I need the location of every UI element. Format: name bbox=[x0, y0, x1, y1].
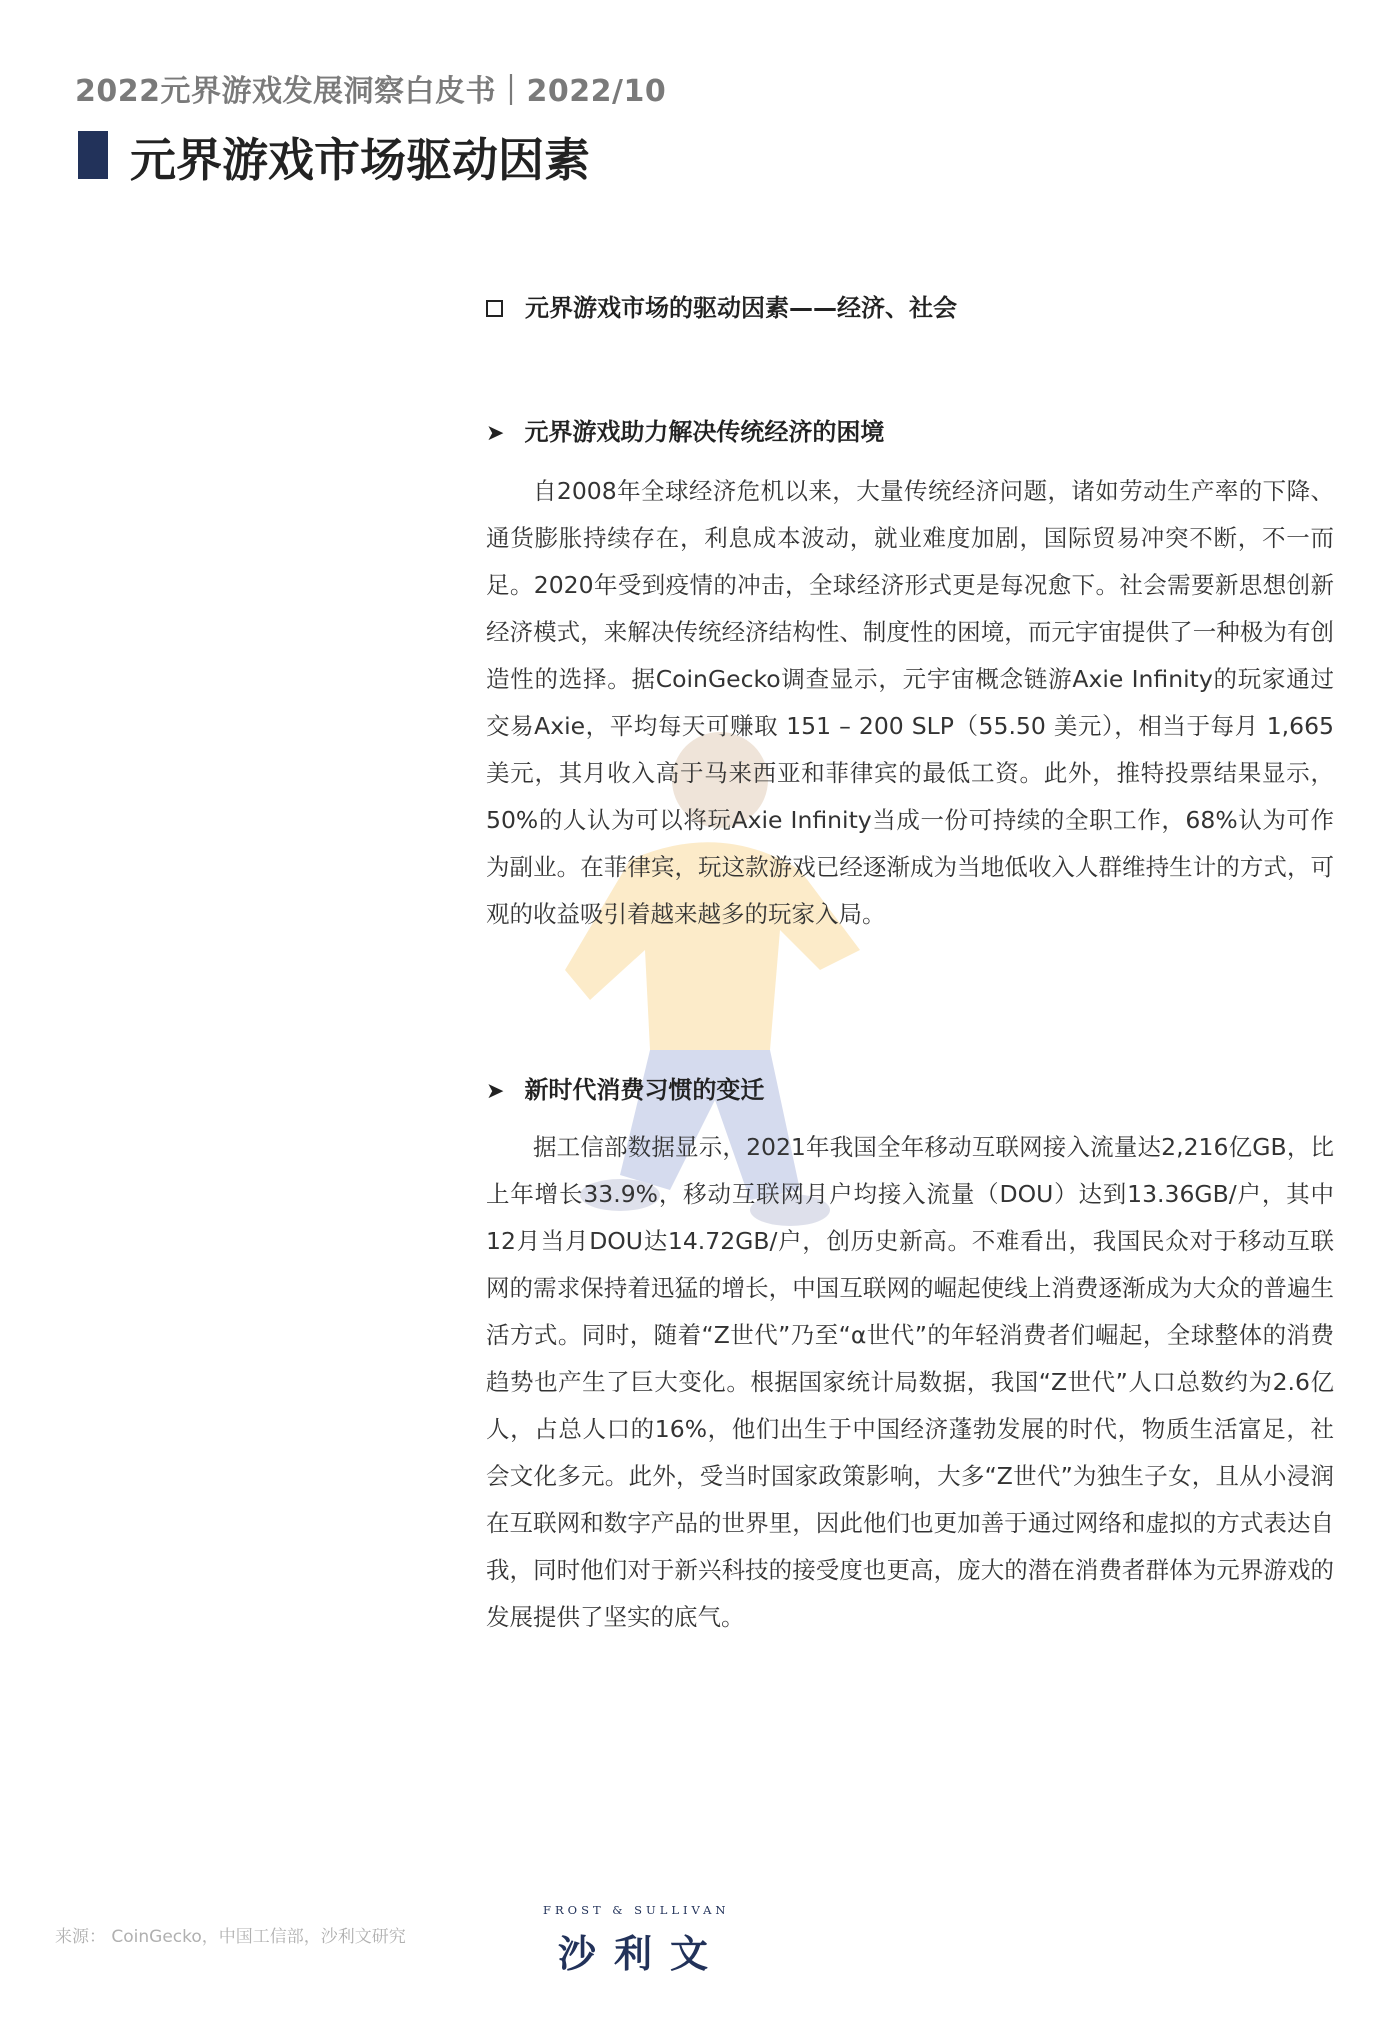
subheading-consumption bbox=[486, 1070, 764, 1105]
paragraph-economy: 自2008年全球经济危机以来，大量传统经济问题，诸如劳动生产率的下降、通货膨胀持续存在，利息成本波动，就业难度加剧，国际贸易冲突不断，不一而足。2020年受到疫情的冲击，全球经济形式更是每况愈下。社会需要新思想创新经济模式，来解决传统经济结构性、制度性的困境，而元宇宙提供了一种极为有创造性的选择。据CoinGecko调查显示，元宇宙概念链游Axie Infinity的玩家通过交易Axie，平均每天可赚取 151 – 200 SLP（55.50 美元），相当于每月 1,665 美元，其月收入高于马来西亚和菲律宾的最低工资。此外，推特投票结果显示，50%的人认为可以将玩Axie Infinity当成一份可持续的全职工作，68%认为可作为副业。在菲律宾，玩这款游戏已经逐渐成为当地低收入人群维持生计的方式，可观的收益吸引着越来越多的玩家入局。 bbox=[486, 477, 1334, 928]
frost-sullivan-logo bbox=[540, 1903, 740, 1976]
title-accent-bar bbox=[78, 131, 108, 179]
subheading-consumption-text: 新时代消费习惯的变迁 bbox=[524, 1076, 765, 1104]
paragraph-consumption: 据工信部数据显示，2021年我国全年移动互联网接入流量达2,216亿GB，比上年增长33.9%，移动互联网月户均接入流量（DOU）达到13.36GB/户，其中12月当月DOU达14.72GB/户，创历史新高。不难看出，我国民众对于移动互联网的需求保持着迅猛的增长，中国互联网的崛起使线上消费逐渐成为大众的普遍生活方式。同时，随着“Z世代”乃至“α世代”的年轻消费者们崛起，全球整体的消费趋势也产生了巨大变化。根据国家统计局数据，我国“Z世代”人口总数约为2.6亿人，占总人口的16%，他们出生于中国经济蓬勃发展的时代，物质生活富足，社会文化多元。此外，受当时国家政策影响，大多“Z世代”为独生子女，且从小浸润在互联网和数字产品的世界里，因此他们也更加善于通过网络和虚拟的方式表达自我，同时他们对于新兴科技的接受度也更高，庞大的潜在消费者群体为元界游戏的发展提供了坚实的底气。 bbox=[486, 1133, 1334, 1631]
arrow-right-icon: ➤ bbox=[486, 1079, 505, 1104]
section-heading bbox=[486, 288, 957, 323]
page-title: 元界游戏市场驱动因素 bbox=[130, 133, 590, 187]
subheading-economy bbox=[486, 412, 884, 447]
subheading-economy-text: 元界游戏助力解决传统经济的困境 bbox=[524, 418, 885, 446]
section-heading-text: 元界游戏市场的驱动因素——经济、社会 bbox=[525, 294, 957, 322]
report-header: 2022元界游戏发展洞察白皮书｜2022/10 bbox=[75, 74, 667, 109]
source-note: 来源： CoinGecko，中国工信部，沙利文研究 bbox=[55, 1927, 406, 1947]
arrow-right-icon: ➤ bbox=[486, 421, 505, 446]
logo-english: FROST & SULLIVAN bbox=[543, 1903, 730, 1917]
logo-chinese: 沙利文 bbox=[558, 1932, 727, 1976]
checkbox-icon bbox=[486, 300, 503, 317]
